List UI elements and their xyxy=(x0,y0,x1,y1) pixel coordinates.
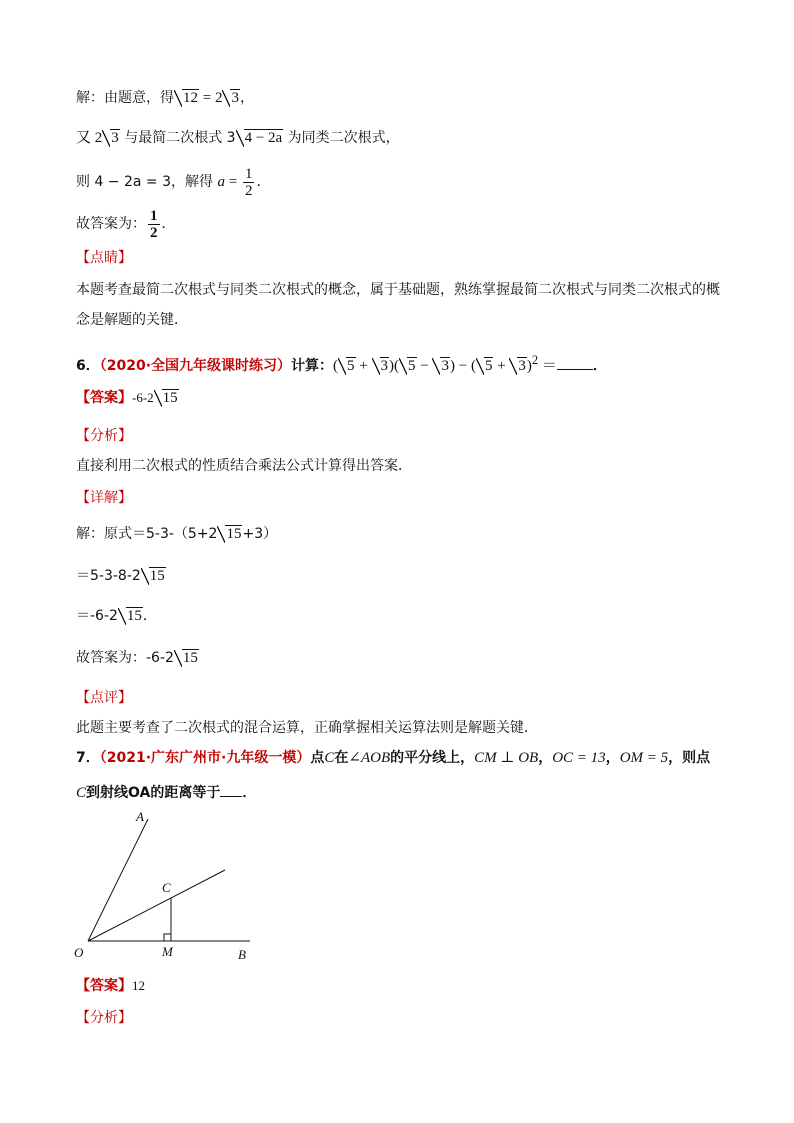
q5-comment-line-2: 念是解题的关键． xyxy=(76,312,188,328)
q5-line-4: 故答案为： $\frac{1}{2}$ ． xyxy=(76,207,176,241)
label-a: A xyxy=(136,809,144,824)
q5-line-1: 解：由题意，得 12 = 2 3， xyxy=(76,90,254,106)
sqrt-12: 12 xyxy=(174,88,199,108)
q5-comment-line-1: 本题考查最简二次根式与同类二次根式的概念，属于基础题，熟练掌握最简二次根式与同类二次根式的概 xyxy=(76,282,720,298)
q6-detail-line-3: ＝-6-2 15． xyxy=(76,608,157,624)
answer-blank xyxy=(220,780,242,797)
answer-blank xyxy=(557,353,593,370)
q6-answer: 【答案】-6-2 15 xyxy=(76,390,178,406)
q6-detail-line-2: ＝5-3-8-2 15 xyxy=(76,568,165,584)
fraction-one-half: $\frac{1}{2}$ xyxy=(244,165,253,199)
q7-question-line-1: 7．（2021·广东广州市·九年级一模）点C在∠AOB的平分线上，CM ⊥ OB，OC = 13，OM = 5，则点 xyxy=(76,750,711,766)
q6-question: 6．（2020·全国九年级课时练习）计算：( 5 + 3)( 5 − 3) − ( 5 + 3)$^2$ ＝ ． xyxy=(76,353,607,374)
q6-analysis-text: 直接利用二次根式的性质结合乘法公式计算得出答案． xyxy=(76,458,412,474)
label-b: B xyxy=(238,947,246,962)
q6-detail-line-1: 解：原式＝5-3-（5+2 15+3） xyxy=(76,526,278,542)
q7-question-line-2: C到射线OA的距离等于 ． xyxy=(76,780,256,803)
q5-comment-tag: 【点睛】 xyxy=(76,250,132,266)
ray-oa xyxy=(88,819,148,941)
sqrt-3: 3 xyxy=(102,128,120,148)
q6-detail-line-4: 故答案为：-6-2 15 xyxy=(76,650,198,666)
sqrt-3: 3 xyxy=(222,88,240,108)
fraction-one-half: $\frac{1}{2}$ xyxy=(150,207,158,241)
q5-line-2: 又 2 3 与最简二次根式 3 4 − 2a 为同类二次根式， xyxy=(76,130,400,146)
q7-analysis-tag: 【分析】 xyxy=(76,1010,132,1026)
q5-line-3: 则 4 − 2a = 3，解得 a = $\frac{1}{2}$ ． xyxy=(76,165,271,199)
q7-answer: 【答案】12 xyxy=(76,978,145,994)
label-o: O xyxy=(74,945,84,960)
right-angle-mark xyxy=(164,934,171,941)
label-c: C xyxy=(162,880,171,895)
ray-oc-bisector xyxy=(88,870,225,941)
q6-comment-text: 此题主要考查了二次根式的混合运算，正确掌握相关运算法则是解题关键． xyxy=(76,720,538,736)
q6-analysis-tag: 【分析】 xyxy=(76,428,132,444)
q6-detail-tag: 【详解】 xyxy=(76,490,132,506)
sqrt-4-minus-2a: 4 − 2a xyxy=(236,128,284,148)
q6-comment-tag: 【点评】 xyxy=(76,690,132,706)
angle-bisector-figure xyxy=(70,805,270,965)
label-m: M xyxy=(162,944,173,959)
